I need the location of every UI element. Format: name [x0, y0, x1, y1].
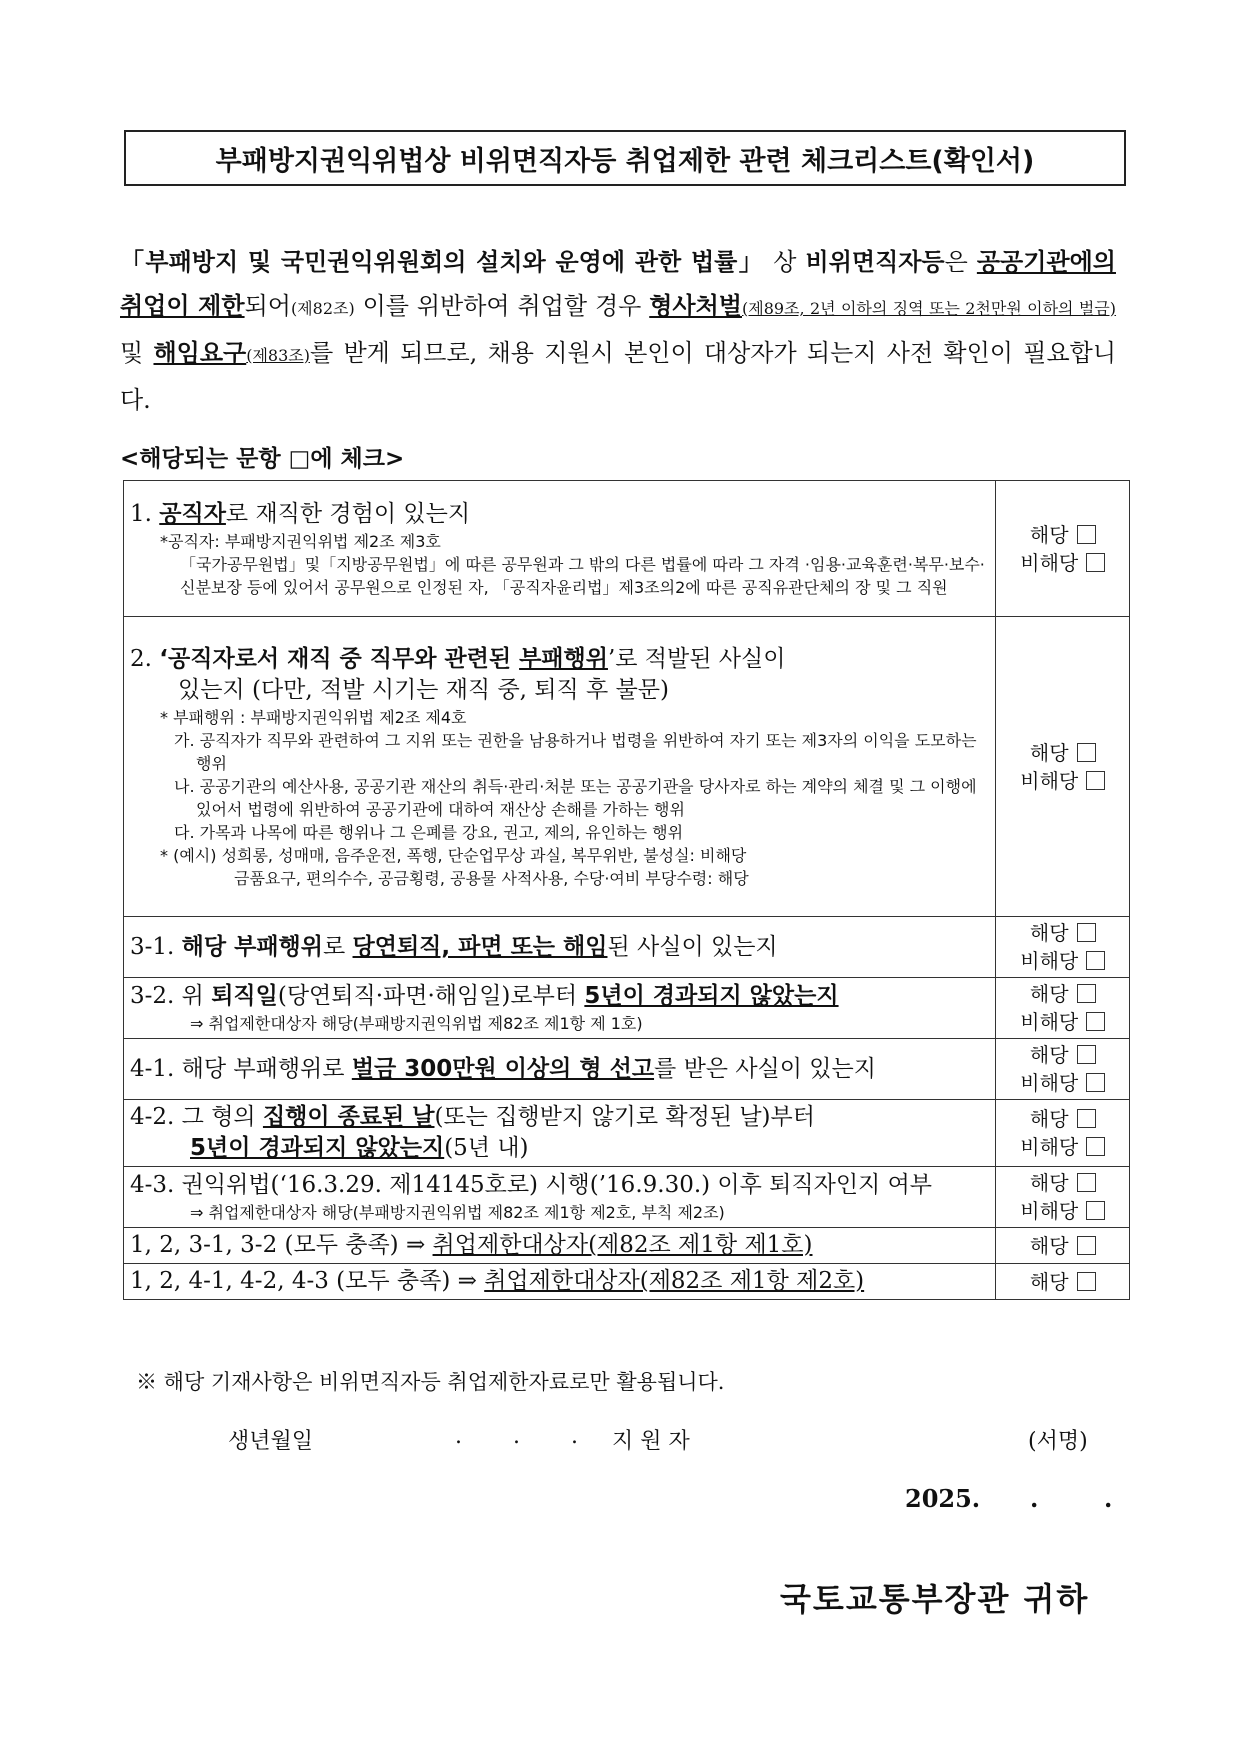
table-row	[124, 1039, 1130, 1100]
birthdate-field[interactable]: . . .	[455, 1424, 600, 1449]
question-3-1: 3-1. 해당 부패행위로 당연퇴직, 파면 또는 해임된 사실이 있는지	[124, 917, 996, 978]
table-row	[124, 1167, 1130, 1228]
checklist-table	[123, 480, 1130, 1300]
date-month[interactable]: .	[1030, 1484, 1039, 1513]
checkbox-3-2-yes[interactable]	[1077, 984, 1096, 1003]
table-row	[124, 1228, 1130, 1264]
table-row	[124, 978, 1130, 1039]
answer-cell-4-1: 해당 비해당	[996, 1039, 1130, 1100]
checkbox-4-2-no[interactable]	[1086, 1137, 1105, 1156]
table-row	[124, 617, 1130, 917]
table-row	[124, 1100, 1130, 1167]
answer-cell-1: 해당 비해당	[996, 481, 1130, 617]
checkbox-3-1-no[interactable]	[1086, 951, 1105, 970]
checklist-heading: <해당되는 문항 □에 체크>	[120, 446, 405, 472]
answer-cell-3-1: 해당 비해당	[996, 917, 1130, 978]
question-4-2: 4-2. 그 형의 집행이 종료된 날(또는 집행받지 않기로 확정된 날)부터 5년이 경과되지 않았는지(5년 내)	[124, 1100, 996, 1167]
table-row	[124, 917, 1130, 978]
date-year: 2025.	[905, 1484, 981, 1513]
checkbox-4-1-yes[interactable]	[1077, 1045, 1096, 1064]
intro-paragraph: 「부패방지 및 국민권익위원회의 설치와 운영에 관한 법률」 상 비위면직자등은 공공기관에의 취업이 제한되어(제82조) 이를 위반하여 취업할 경우 형사처벌(제89조, 2년 이하의 징역 또는 2천만원 이하의 벌금) 및 해임요구(제83조)를 받게 되므로, 채용 지원시 본인이 대상자가 되는지 사전 확인이 필요합니다.	[120, 248, 1117, 414]
checkbox-1-no[interactable]	[1086, 553, 1105, 572]
checkbox-4-3-no[interactable]	[1086, 1201, 1105, 1220]
answer-cell-summary-1: 해당	[996, 1228, 1130, 1264]
checkbox-4-1-no[interactable]	[1086, 1073, 1105, 1092]
birthdate-label: 생년월일	[228, 1429, 314, 1454]
table-row	[124, 481, 1130, 617]
applicant-label: 지 원 자	[612, 1429, 690, 1454]
question-4-3: 4-3. 권익위법(‘16.3.29. 제14145호로) 시행(’16.9.30.) 이후 퇴직자인지 여부 ⇒ 취업제한대상자 해당(부패방지권익위법 제82조 제1항 제2호, 부칙 제2조)	[124, 1167, 996, 1228]
table-row	[124, 1264, 1130, 1300]
answer-cell-summary-2: 해당	[996, 1264, 1130, 1300]
checkbox-4-3-yes[interactable]	[1077, 1173, 1096, 1192]
checkbox-summary-2[interactable]	[1077, 1272, 1096, 1291]
signature-field[interactable]: (서명)	[1028, 1429, 1088, 1454]
checkbox-summary-1[interactable]	[1077, 1236, 1096, 1255]
checkbox-4-2-yes[interactable]	[1077, 1109, 1096, 1128]
answer-cell-4-3: 해당 비해당	[996, 1167, 1130, 1228]
checkbox-3-2-no[interactable]	[1086, 1012, 1105, 1031]
question-1: 1. 공직자로 재직한 경험이 있는지 *공직자: 부패방지권익위법 제2조 제3호 「국가공무원법」및「지방공무원법」에 따른 공무원과 그 밖의 다른 법률에 따라 그 자격 ·임용·교육훈련·복무·보수·신분보장 등에 있어서 공무원으로 인정된 자, 「공직자윤리법」제3조의2에 따른 공직유관단체의 장 및 그 직원	[124, 481, 996, 617]
question-2: 2. ‘공직자로서 재직 중 직무와 관련된 부패행위’로 적발된 사실이 있는지 (다만, 적발 시기는 재직 중, 퇴직 후 불문) * 부패행위 : 부패방지권익위법 제2조 제4호 가. 공직자가 직무와 관련하여 그 지위 또는 권한을 남용하거나 법령을 위반하여 자기 또는 제3자의 이익을 도모하는 행위 나. 공공기관의 예산사용, 공공기관 재산의 취득·관리·처분 또는 공공기관을 당사자로 하는 계약의 체결 및 그 이행에 있어서 법령에 위반하여 공공기관에 대하여 재산상 손해를 가하는 행위 다. 가목과 나목에 따른 행위나 그 은폐를 강요, 권고, 제의, 유인하는 행위 * (예시) 성희롱, 성매매, 음주운전, 폭행, 단순업무상 과실, 복무위반, 불성실: 비해당 금품요구, 편의수수, 공금횡령, 공용물 사적사용, 수당·여비 부당수령: 해당	[124, 617, 996, 917]
question-4-1: 4-1. 해당 부패행위로 벌금 300만원 이상의 형 선고를 받은 사실이 있는지	[124, 1039, 996, 1100]
usage-footnote: ※ 해당 기재사항은 비위면직자등 취업제한자료로만 활용됩니다.	[136, 1370, 725, 1394]
checkbox-3-1-yes[interactable]	[1077, 923, 1096, 942]
checkbox-1-yes[interactable]	[1077, 525, 1096, 544]
date-day[interactable]: .	[1104, 1484, 1113, 1513]
answer-cell-4-2: 해당 비해당	[996, 1100, 1130, 1167]
addressee: 국토교통부장관 귀하	[780, 1580, 1090, 1618]
checkbox-2-yes[interactable]	[1077, 743, 1096, 762]
answer-cell-2: 해당 비해당	[996, 617, 1130, 917]
summary-2: 1, 2, 4-1, 4-2, 4-3 (모두 충족) ⇒ 취업제한대상자(제82조 제1항 제2호)	[124, 1264, 996, 1300]
checkbox-2-no[interactable]	[1086, 771, 1105, 790]
document-title: 부패방지권익위법상 비위면직자등 취업제한 관련 체크리스트(확인서)	[124, 130, 1126, 186]
summary-1: 1, 2, 3-1, 3-2 (모두 충족) ⇒ 취업제한대상자(제82조 제1항 제1호)	[124, 1228, 996, 1264]
question-3-2: 3-2. 위 퇴직일(당연퇴직·파면·해임일)로부터 5년이 경과되지 않았는지 ⇒ 취업제한대상자 해당(부패방지권익위법 제82조 제1항 제 1호)	[124, 978, 996, 1039]
answer-cell-3-2: 해당 비해당	[996, 978, 1130, 1039]
